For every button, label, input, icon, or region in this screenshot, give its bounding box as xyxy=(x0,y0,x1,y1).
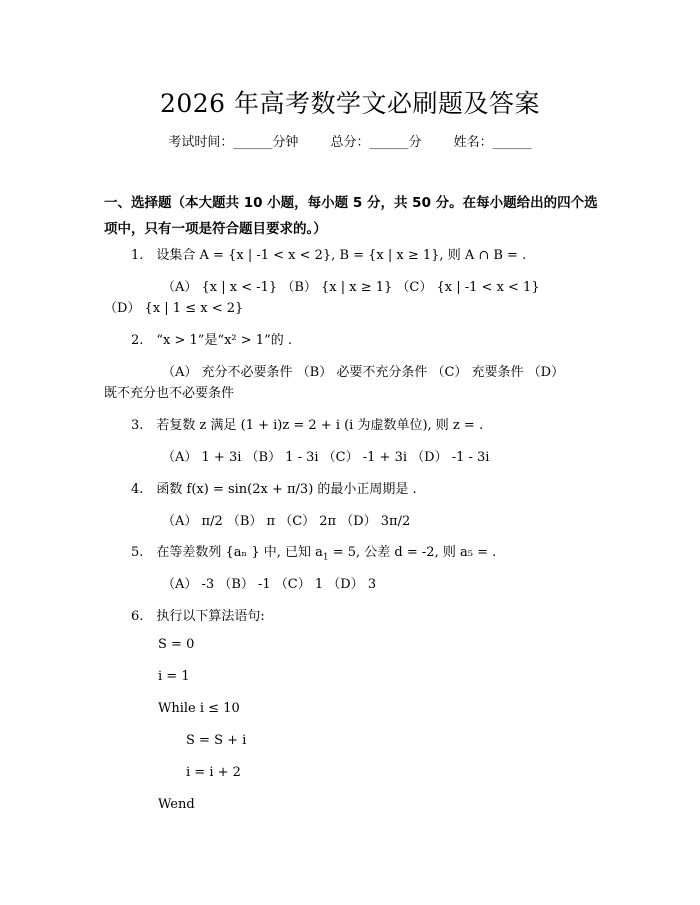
question-5-text-a: 5. 在等差数列 {aₙ } 中, 已知 a xyxy=(131,545,323,560)
question-5-subscript: 1 xyxy=(322,552,329,563)
question-4-options: （A） π/2 （B） π （C） 2π （D） 3π/2 xyxy=(162,514,411,529)
question-5-text-b: = 5, 公差 d = -2, 则 a₅ = . xyxy=(328,545,497,560)
code-line-4: S = S + i xyxy=(186,733,247,748)
page-title: 2026 年高考数学文必刷题及答案 xyxy=(159,89,541,118)
question-5-options: （A） -3 （B） -1 （C） 1 （D） 3 xyxy=(162,577,377,592)
exam-time-field: 考试时间：______分钟 xyxy=(168,135,299,150)
code-line-3: While i ≤ 10 xyxy=(158,701,240,716)
total-score-field: 总分：______分 xyxy=(330,135,422,150)
code-line-2: i = 1 xyxy=(158,669,190,684)
code-line-1: S = 0 xyxy=(158,637,195,652)
code-line-6: Wend xyxy=(158,797,195,812)
question-2-options: （A） 充分不必要条件 （B） 必要不充分条件 （C） 充要条件 （D） xyxy=(162,365,565,380)
question-2: 2. “x > 1”是“x² > 1”的 . xyxy=(131,333,292,348)
section-heading: 一、选择题（本大题共 10 小题，每小题 5 分，共 50 分。在每小题给出的四个选项中，只有一项是符合题目要求的。） xyxy=(104,195,598,237)
question-6: 6. 执行以下算法语句: xyxy=(131,609,265,624)
question-1: 1. 设集合 A = {x | -1 < x < 2}, B = {x | x ≥ 1}, 则 A ∩ B = . xyxy=(131,248,527,263)
question-4: 4. 函数 f(x) = sin(2x + π/3) 的最小正周期是 . xyxy=(131,482,417,497)
code-line-5: i = i + 2 xyxy=(186,765,241,780)
question-1-options: （A） {x | x < -1} （B） {x | x ≥ 1} （C） {x | -1 < x < 1} xyxy=(162,280,540,295)
question-5 xyxy=(131,541,496,563)
question-3-options: （A） 1 + 3i （B） 1 - 3i （C） -1 + 3i （D） -1 - 3i xyxy=(162,450,490,465)
question-2-options-wrap: 既不充分也不必要条件 xyxy=(104,386,235,401)
exam-info-line xyxy=(0,131,700,150)
question-1-options-wrap: （D） {x | 1 ≤ x < 2} xyxy=(104,301,244,316)
name-field: 姓名：______ xyxy=(453,135,532,150)
question-3: 3. 若复数 z 满足 (1 + i)z = 2 + i (i 为虚数单位), 则 z = . xyxy=(131,418,484,433)
